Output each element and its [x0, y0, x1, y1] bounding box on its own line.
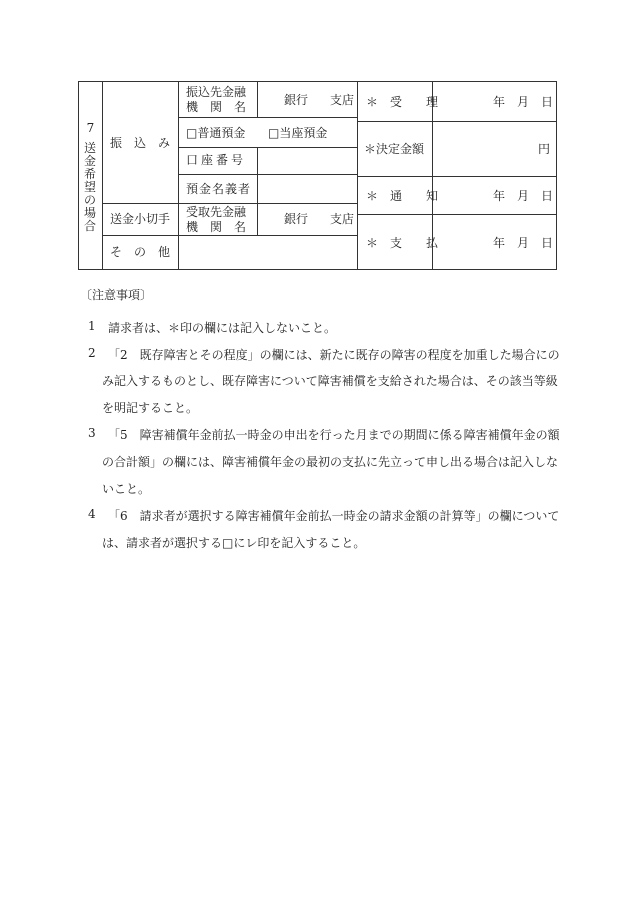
section-title-vertical: [83, 142, 97, 233]
note-number: 2: [88, 346, 96, 360]
other-field[interactable]: [179, 236, 356, 269]
juri-date: 年 月 日: [493, 95, 554, 109]
note-text-line: 「2 既存障害とその程度」の欄には、新たに既存の障害の程度を加重した場合にの: [108, 348, 560, 362]
col-sep-1: [102, 81, 103, 270]
kettei-label: ＊決定金額: [364, 142, 425, 156]
col-sep-3a: [257, 81, 258, 117]
shiharai-date: 年 月 日: [493, 236, 554, 250]
juri-label: ＊ 受 理: [366, 95, 439, 109]
tsuchi-label: ＊ 通 知: [366, 189, 439, 203]
kettei-unit: 円: [538, 142, 551, 156]
branch-value: 支店: [330, 93, 355, 107]
bank-name-label-line1: 振込先金融: [186, 85, 247, 99]
section-title-char: 合: [83, 219, 96, 233]
account-holder-field[interactable]: [258, 175, 356, 203]
notes-title: 〔注意事項〕: [80, 288, 153, 302]
table-border-bottom: [78, 269, 557, 270]
note-text-line: は、請求者が選択する□にレ印を記入すること。: [102, 536, 366, 550]
recv-bank-value: 銀行: [284, 212, 309, 226]
section-title-char: 金: [83, 154, 96, 168]
remittance-check-label: 送金小切手: [110, 212, 171, 226]
account-type-current-checkbox[interactable]: □当座預金: [268, 126, 328, 140]
section-number: 7: [86, 121, 95, 135]
row-sep-juri: [357, 121, 557, 122]
recv-branch-value: 支店: [330, 212, 355, 226]
tsuchi-date: 年 月 日: [493, 189, 554, 203]
note-number: 3: [88, 426, 96, 440]
note-text-line: み記入するものとし、既存障害について障害補償を支給された場合は、その該当等級: [102, 374, 558, 388]
row-sep-tsuchi: [357, 214, 557, 215]
shiharai-label: ＊ 支 払: [366, 236, 439, 250]
note-text-line: 「6 請求者が選択する障害補償年金前払一時金の請求金額の計算等」の欄について: [108, 509, 560, 523]
section-title-char: 希: [83, 167, 96, 181]
bank-name-label-line2: 機 関 名: [186, 100, 247, 114]
account-holder-label: 預金名義者: [186, 182, 252, 196]
row-sep-bank: [178, 117, 357, 118]
note-text-line: を明記すること。: [102, 401, 199, 415]
note-number: 1: [88, 319, 96, 333]
account-number-label: 口座番号: [186, 153, 247, 167]
section-title-char: 送: [83, 141, 96, 155]
row-sep-kettei: [357, 176, 557, 177]
note-text-line: いこと。: [102, 482, 151, 496]
note-text-line: 「5 障害補償年金前払一時金の申出を行った月までの期間に係る障害補償年金の額: [108, 428, 560, 442]
account-number-field[interactable]: [258, 148, 356, 174]
note-text-line: 請求者は、＊印の欄には記入しないこと。: [108, 321, 337, 335]
table-border-top: [78, 81, 557, 82]
section-title-char: の: [83, 193, 96, 207]
section-title-char: 場: [83, 206, 96, 220]
bank-value: 銀行: [284, 93, 309, 107]
note-text-line: の合計額」の欄には、障害補償年金の最初の支払に先立って申し出る場合は記入しな: [102, 455, 559, 469]
note-number: 4: [88, 507, 96, 521]
table-border-left: [78, 81, 79, 270]
furikomi-label: 振 込 み: [110, 136, 171, 150]
row-sep-holder: [102, 203, 357, 204]
section-title-char: 望: [83, 180, 96, 194]
other-label: そ の 他: [110, 245, 171, 259]
account-type-ordinary-checkbox[interactable]: □普通預金: [186, 126, 246, 140]
recv-bank-label-line1: 受取先金融: [186, 205, 247, 219]
recv-bank-label-line2: 機 関 名: [186, 220, 247, 234]
